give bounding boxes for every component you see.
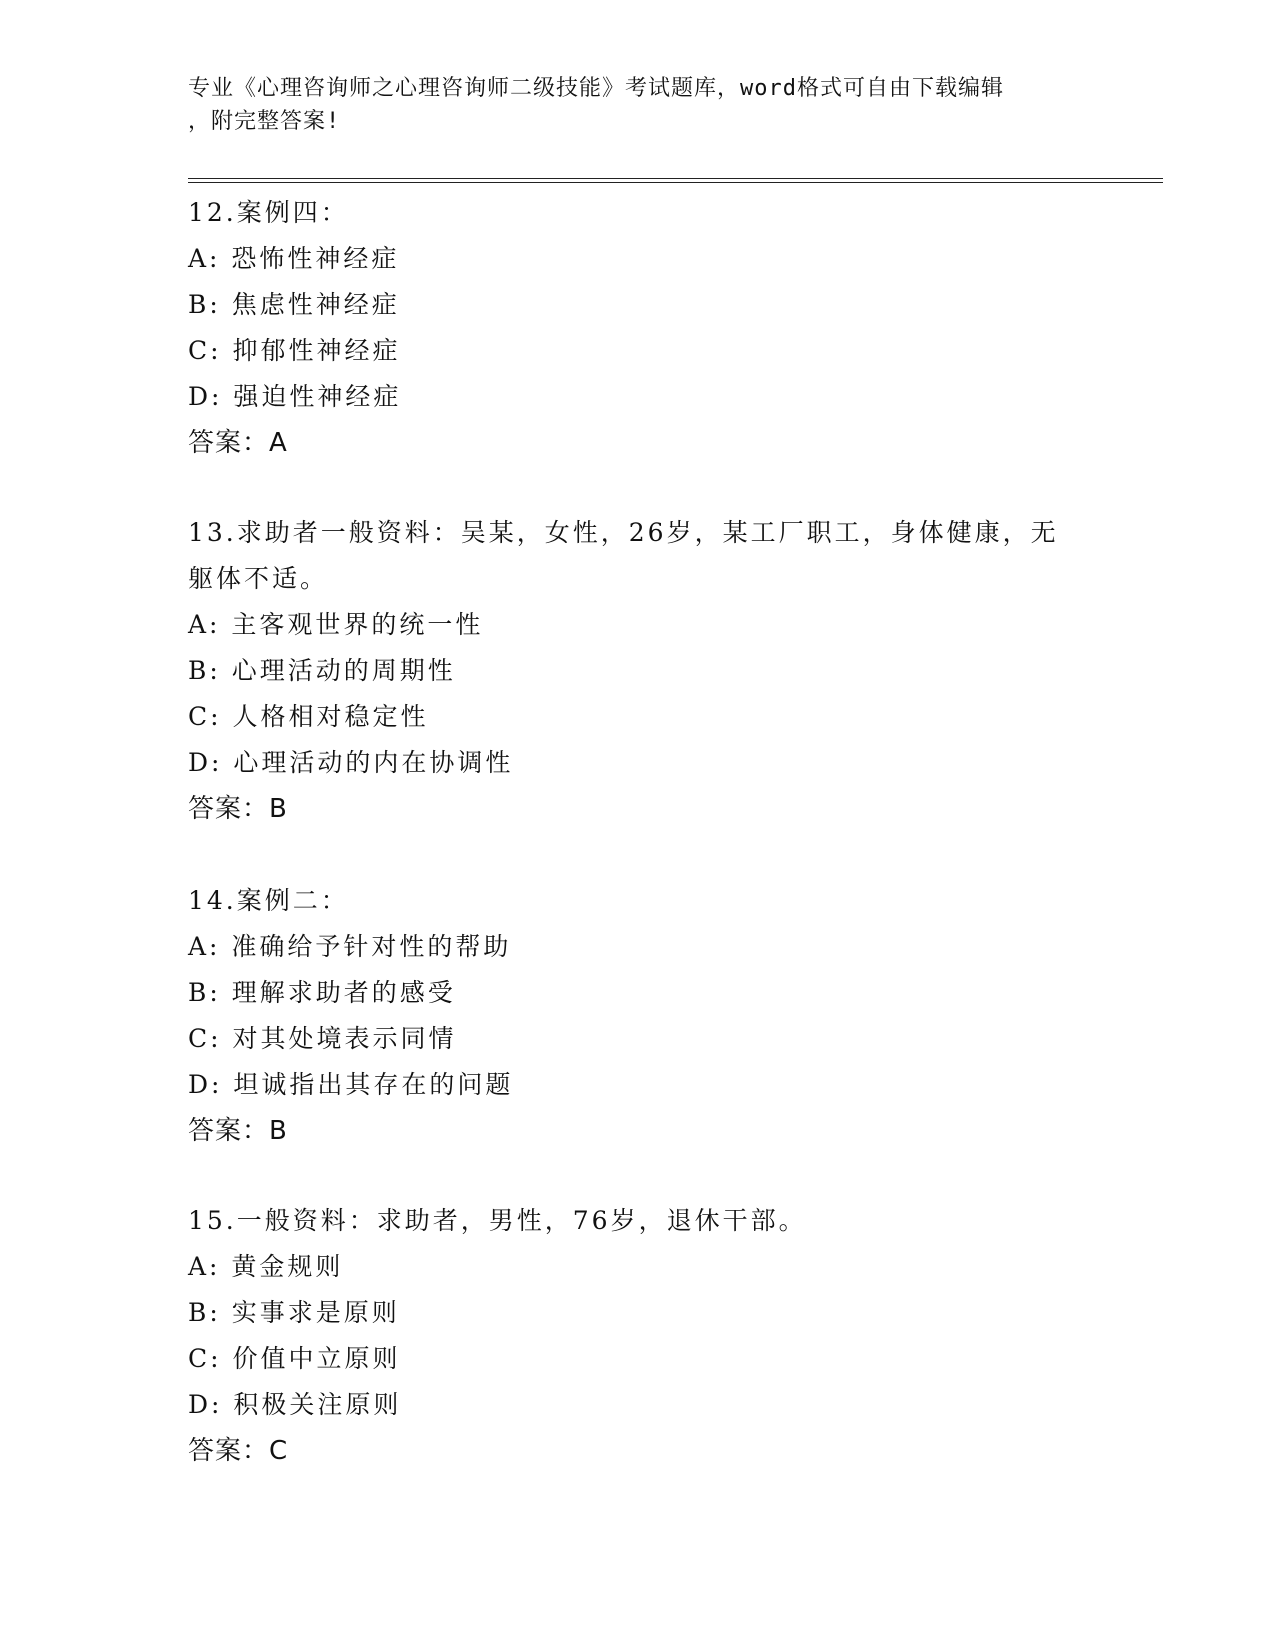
answer-label: 答案：B	[188, 1116, 288, 1146]
answer-label: 答案：C	[188, 1436, 289, 1466]
answer-label: 答案：B	[188, 794, 288, 824]
question-13	[188, 510, 1088, 832]
option-d: D: 积极关注原则	[188, 1390, 402, 1419]
header-line-1: 专业《心理咨询师之心理咨询师二级技能》考试题库，word格式可自由下载编辑	[188, 76, 1004, 101]
question-14	[188, 878, 1088, 1154]
option-c: C: 抑郁性神经症	[188, 336, 401, 365]
option-d: D: 坦诚指出其存在的问题	[188, 1070, 514, 1099]
option-b: B: 理解求助者的感受	[188, 978, 456, 1007]
option-a: A: 主客观世界的统一性	[188, 610, 484, 639]
question-stem-continued: 躯体不适。	[188, 564, 329, 593]
option-a: A: 恐怖性神经症	[188, 244, 400, 273]
option-a: A: 准确给予针对性的帮助	[188, 932, 512, 961]
answer-label: 答案：A	[188, 428, 288, 458]
option-a: A: 黄金规则	[188, 1252, 344, 1281]
option-c: C: 价值中立原则	[188, 1344, 401, 1373]
header-divider-top	[188, 178, 1163, 179]
question-stem: 12.案例四：	[188, 198, 349, 227]
option-c: C: 对其处境表示同情	[188, 1024, 457, 1053]
option-d: D: 心理活动的内在协调性	[188, 748, 514, 777]
question-stem: 14.案例二：	[188, 886, 349, 915]
document-header	[188, 72, 1088, 138]
option-b: B: 心理活动的周期性	[188, 656, 456, 685]
question-12	[188, 190, 1088, 466]
option-b: B: 实事求是原则	[188, 1298, 400, 1327]
header-divider-bottom	[188, 182, 1163, 183]
question-stem: 15.一般资料：求助者，男性，76岁，退休干部。	[188, 1206, 807, 1235]
question-15	[188, 1198, 1088, 1474]
header-line-2: ，附完整答案!	[188, 109, 341, 134]
question-stem: 13.求助者一般资料：吴某，女性，26岁，某工厂职工，身体健康，无	[188, 518, 1059, 547]
option-b: B: 焦虑性神经症	[188, 290, 400, 319]
option-d: D: 强迫性神经症	[188, 382, 402, 411]
option-c: C: 人格相对稳定性	[188, 702, 429, 731]
